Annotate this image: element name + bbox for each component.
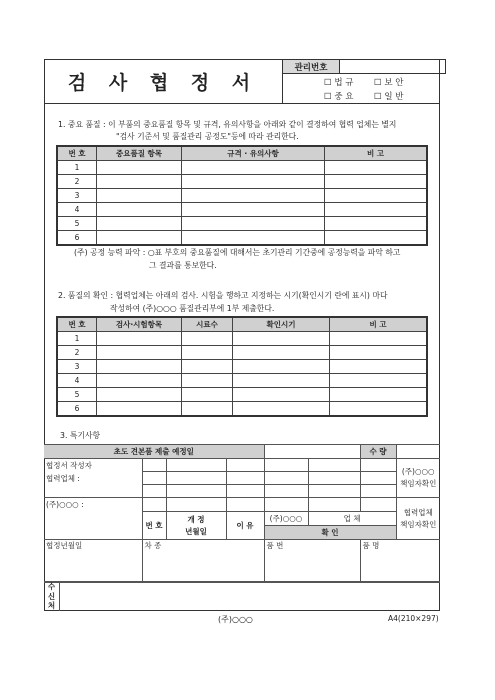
col-no: 번 호 bbox=[57, 146, 97, 161]
biz-label: 업 체 bbox=[308, 512, 396, 526]
confirm1-company: (주)○○○ bbox=[401, 467, 435, 476]
table-cell[interactable] bbox=[330, 332, 428, 346]
co-label: (주)○○○ bbox=[264, 512, 308, 526]
management-number-field[interactable] bbox=[340, 60, 446, 74]
date-label: 협정년월일 bbox=[44, 540, 142, 582]
table-cell[interactable] bbox=[182, 388, 233, 402]
part-no-label: 품 번 bbox=[264, 540, 360, 582]
table-cell[interactable] bbox=[97, 388, 182, 402]
confirm-label: 확 인 bbox=[264, 526, 396, 540]
row-no: 3 bbox=[57, 360, 97, 374]
option-general[interactable]: ☐ 일 반 bbox=[374, 92, 404, 102]
table-cell[interactable] bbox=[330, 346, 428, 360]
confirm2-label: 책임자확인 bbox=[400, 519, 437, 529]
col-remarks: 비 고 bbox=[330, 317, 428, 332]
reason-label: 이 유 bbox=[226, 512, 264, 540]
no-label: 번 호 bbox=[142, 512, 166, 540]
quality-items-table bbox=[56, 145, 428, 246]
car-label: 차 종 bbox=[142, 540, 264, 582]
table-cell[interactable] bbox=[97, 175, 182, 189]
table-cell[interactable] bbox=[325, 231, 428, 246]
table-cell[interactable] bbox=[97, 402, 182, 417]
table-row bbox=[57, 203, 427, 217]
recipient-char: 처 bbox=[47, 601, 56, 610]
management-number-table bbox=[282, 59, 446, 74]
table-cell[interactable] bbox=[325, 203, 428, 217]
section1-text-1: 1. 중요 품질 : 이 부품의 중요품질 항목 및 규격, 유의사항을 아래와 같이 결정하여 협력 업체는 별지 bbox=[58, 120, 397, 129]
table-cell[interactable] bbox=[325, 189, 428, 203]
table-cell[interactable] bbox=[182, 203, 325, 217]
table-cell[interactable] bbox=[233, 374, 330, 388]
table-cell[interactable] bbox=[182, 360, 233, 374]
table-cell[interactable] bbox=[182, 175, 325, 189]
col-spec: 규격 · 유의사항 bbox=[182, 146, 325, 161]
table-cell[interactable] bbox=[97, 189, 182, 203]
company-label: (주)○○○ : bbox=[44, 498, 142, 512]
management-number-label: 관리번호 bbox=[283, 60, 340, 74]
table-row bbox=[57, 388, 427, 402]
table-cell[interactable] bbox=[182, 346, 233, 360]
row-no: 3 bbox=[57, 189, 97, 203]
table-cell[interactable] bbox=[97, 203, 182, 217]
document-title: 검 사 협 정 서 bbox=[67, 72, 259, 94]
qty-label: 수 량 bbox=[360, 445, 396, 459]
table-cell[interactable] bbox=[97, 346, 182, 360]
section3-heading: 3. 특기사항 bbox=[60, 431, 101, 440]
table-row bbox=[57, 161, 427, 175]
table-cell[interactable] bbox=[97, 360, 182, 374]
table-cell[interactable] bbox=[233, 402, 330, 417]
footer-company: (주)○○○ bbox=[218, 615, 253, 624]
recipient-char: 수 bbox=[47, 582, 56, 591]
table-cell[interactable] bbox=[97, 231, 182, 246]
row-no: 6 bbox=[57, 231, 97, 246]
table-row bbox=[57, 346, 427, 360]
table-row bbox=[57, 402, 427, 417]
table-cell[interactable] bbox=[97, 374, 182, 388]
col-quality-item: 중요품질 항목 bbox=[97, 146, 182, 161]
row-no: 5 bbox=[57, 388, 97, 402]
row-no: 1 bbox=[57, 161, 97, 175]
table-cell[interactable] bbox=[325, 175, 428, 189]
row-no: 6 bbox=[57, 402, 97, 417]
writer-label: 협정서 작성자 bbox=[44, 459, 142, 472]
section1-note-1: (주) 공정 능력 파악 : ○표 부호의 중요품질에 대해서는 초기관리 기간중에 공정능력을 파악 하고 bbox=[74, 248, 401, 257]
table-cell[interactable] bbox=[182, 217, 325, 231]
table-cell[interactable] bbox=[233, 360, 330, 374]
recipient-label bbox=[44, 582, 60, 611]
special-notes-table bbox=[44, 444, 440, 582]
table-row bbox=[57, 360, 427, 374]
revision-date-label bbox=[166, 512, 226, 540]
table-row bbox=[57, 217, 427, 231]
row-no: 2 bbox=[57, 346, 97, 360]
table-cell[interactable] bbox=[325, 161, 428, 175]
table-cell[interactable] bbox=[330, 374, 428, 388]
partner-confirm-cell[interactable] bbox=[396, 498, 440, 540]
recipient-row bbox=[44, 582, 440, 611]
table-cell[interactable] bbox=[330, 388, 428, 402]
row-no: 2 bbox=[57, 175, 97, 189]
option-law[interactable]: ☐ 법 규 bbox=[324, 78, 354, 88]
table-cell[interactable] bbox=[325, 217, 428, 231]
table-row bbox=[57, 175, 427, 189]
section1-text-2: "검사 기준서 및 품질관리 공정도"등에 따라 관리한다. bbox=[116, 132, 299, 141]
option-important[interactable]: ☐ 중 요 bbox=[324, 92, 354, 102]
row-no: 4 bbox=[57, 203, 97, 217]
row-no: 4 bbox=[57, 374, 97, 388]
part-name-label: 품 명 bbox=[360, 540, 440, 582]
table-row bbox=[57, 374, 427, 388]
col-sample-count: 시료수 bbox=[182, 317, 233, 332]
option-security[interactable]: ☐ 보 안 bbox=[374, 78, 404, 88]
revision-label: 개 정 bbox=[187, 514, 205, 524]
table-cell[interactable] bbox=[97, 217, 182, 231]
recipient-char: 신 bbox=[47, 591, 56, 601]
sample-date-label: 초도 견본품 제출 예정일 bbox=[44, 445, 264, 459]
partner-label: 협력업체 : bbox=[44, 472, 142, 485]
table-cell[interactable] bbox=[182, 189, 325, 203]
col-remarks: 비 고 bbox=[325, 146, 428, 161]
table-cell[interactable] bbox=[97, 161, 182, 175]
row-no: 1 bbox=[57, 332, 97, 346]
inspection-items-table bbox=[56, 316, 428, 417]
section1-note-2: 그 결과를 통보한다. bbox=[149, 261, 217, 270]
revision-date: 년월일 bbox=[185, 526, 207, 536]
table-cell[interactable] bbox=[233, 346, 330, 360]
table-row bbox=[57, 332, 427, 346]
table-cell[interactable] bbox=[182, 332, 233, 346]
table-cell[interactable] bbox=[182, 231, 325, 246]
row-no: 5 bbox=[57, 217, 97, 231]
col-test-item: 검사·시험항목 bbox=[97, 317, 182, 332]
col-no: 번 호 bbox=[57, 317, 97, 332]
col-confirm-time: 확인시기 bbox=[233, 317, 330, 332]
table-row bbox=[57, 189, 427, 203]
table-cell[interactable] bbox=[97, 332, 182, 346]
confirm1-label: 책임자확인 bbox=[400, 479, 437, 488]
table-cell[interactable] bbox=[330, 360, 428, 374]
sample-date-field[interactable] bbox=[264, 445, 360, 459]
qty-field[interactable] bbox=[396, 445, 440, 459]
confirm2-company: 협력업체 bbox=[403, 507, 433, 517]
table-cell[interactable] bbox=[330, 402, 428, 417]
table-cell[interactable] bbox=[233, 332, 330, 346]
table-row bbox=[57, 231, 427, 246]
table-cell[interactable] bbox=[182, 374, 233, 388]
table-cell[interactable] bbox=[182, 161, 325, 175]
section2-text-2: 작성하여 (주)○○○ 품질관리부에 1부 제출한다. bbox=[110, 304, 275, 313]
section2-text-1: 2. 품질의 확인 : 협력업체는 아래의 검사. 시험을 행하고 지정하는 시기(확인시기 란에 표시) 마다 bbox=[58, 291, 388, 300]
footer-paper-size: A4(210×297) bbox=[388, 614, 439, 623]
table-cell[interactable] bbox=[233, 388, 330, 402]
company-confirm-cell[interactable] bbox=[396, 459, 440, 498]
classification-options bbox=[324, 76, 424, 104]
table-cell[interactable] bbox=[182, 402, 233, 417]
